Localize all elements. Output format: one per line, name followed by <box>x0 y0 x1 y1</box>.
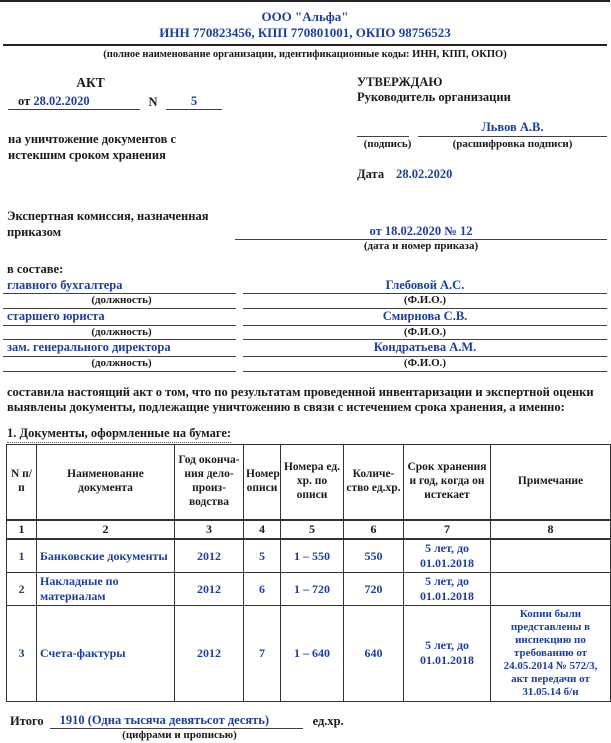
org-caption: (полное наименование организации, идентификационные коды: ИНН, КПП, ОКПО) <box>103 48 507 60</box>
act-number-value: 5 <box>166 94 222 111</box>
col-number: 1 <box>7 520 37 539</box>
act-from-label: от <box>18 93 31 108</box>
row-num: 3 <box>7 606 37 702</box>
member-caption-row <box>3 326 607 341</box>
member-gap <box>236 326 243 341</box>
staff-label: в составе: <box>7 261 64 276</box>
approver-name: Львов А.В. <box>418 120 607 137</box>
member-name: Смирнова С.В. <box>243 309 607 326</box>
fio-caption: (Ф.И.О.) <box>243 357 607 372</box>
total-caption: (цифрами и прописью) <box>122 729 237 742</box>
order-value: от 18.02.2020 № 12 <box>235 224 607 241</box>
total-label: Итого <box>10 713 44 728</box>
order-caption: (дата и номер приказа) <box>363 240 479 253</box>
doc-inventory-no: 6 <box>244 573 281 606</box>
signature-caption: (подпись) <box>363 137 412 150</box>
position-caption: (должность) <box>3 294 236 309</box>
member-value-row <box>3 309 607 326</box>
act-num-label: N <box>148 94 158 109</box>
doc-inventory-no: 7 <box>244 606 281 702</box>
col-number: 3 <box>175 520 244 539</box>
col-header-num: N п/п <box>7 444 37 520</box>
col-header-quantity: Количе-ство ед.хр. <box>344 444 404 520</box>
member-name: Кондратьева А.М. <box>243 340 607 357</box>
member-position: главного бухгалтера <box>3 278 236 295</box>
total-unit: ед.хр. <box>312 713 344 728</box>
fio-caption: (Ф.И.О.) <box>243 294 607 309</box>
approve-block <box>357 75 607 183</box>
act-date-line <box>8 94 140 111</box>
member-position: старшего юриста <box>3 309 236 326</box>
approve-captions-row <box>357 138 607 152</box>
commission-member <box>3 278 607 309</box>
statement-line2: выявлены документы, подлежащие уничтожению в связи с истечением срока хранения, а именно: <box>7 400 565 415</box>
row-num: 2 <box>7 573 37 606</box>
total-value: 1910 (Одна тысяча девятьсот десять) <box>50 713 303 730</box>
doc-term: 5 лет, до 01.01.2018 <box>404 573 491 606</box>
statement-line1: составила настоящий акт о том, что по результатам проведенной инвентаризации и экспертной оценки <box>7 384 594 399</box>
col-header-inventory: Номер описи <box>244 444 281 520</box>
doc-name: Счета-фактуры <box>37 606 175 702</box>
act-subject-line1: на уничтожение документов с <box>8 132 177 147</box>
col-number: 4 <box>244 520 281 539</box>
approve-date-row <box>357 167 607 183</box>
doc-name: Накладные по материалам <box>37 573 175 606</box>
signature-line <box>357 120 409 137</box>
doc-quantity: 720 <box>344 573 404 606</box>
member-value-row <box>3 340 607 357</box>
act-block <box>3 75 243 183</box>
table-row <box>7 573 611 606</box>
col-number: 8 <box>491 520 611 539</box>
org-codes: ИНН 770823456, КПП 770801001, ОКПО 98756523 <box>159 25 451 41</box>
doc-quantity: 640 <box>344 606 404 702</box>
table-header-row <box>7 444 611 520</box>
member-value-row <box>3 278 607 295</box>
doc-term: 5 лет, до 01.01.2018 <box>404 606 491 702</box>
member-name: Глебовой А.С. <box>243 278 607 295</box>
col-number: 7 <box>404 520 491 539</box>
member-gap <box>236 278 243 295</box>
doc-year: 2012 <box>175 573 244 606</box>
doc-inventory-no: 5 <box>244 539 281 573</box>
doc-year: 2012 <box>175 606 244 702</box>
doc-note <box>491 573 611 606</box>
total-line <box>3 713 607 730</box>
member-gap <box>236 294 243 309</box>
col-number: 5 <box>281 520 344 539</box>
act-date-value: 28.02.2020 <box>33 93 90 108</box>
col-header-unit-numbers: Номера ед. хр. по описи <box>281 444 344 520</box>
member-position: зам. генерального директора <box>3 340 236 357</box>
member-caption-row <box>3 294 607 309</box>
doc-name: Банковские документы <box>37 539 175 573</box>
section1-title: 1. Документы, оформленные на бумаге: <box>7 426 231 443</box>
doc-note: Копии были представлены в инспекцию по требованию от 24.05.2014 № 572/3, акт передачи от 31.05.14 б/н <box>491 606 611 702</box>
col-header-name: Наименование документа <box>37 444 175 520</box>
row-num: 1 <box>7 539 37 573</box>
statement-paragraph <box>3 385 607 416</box>
approve-role: Руководитель организации <box>357 90 511 105</box>
commission-member <box>3 309 607 340</box>
member-gap <box>236 357 243 372</box>
table-row <box>7 606 611 702</box>
commission-order-line <box>3 209 607 240</box>
header-rule <box>3 44 607 46</box>
member-gap <box>236 340 243 357</box>
org-name: ООО "Альфа" <box>261 9 349 24</box>
doc-unit-numbers: 1 – 550 <box>281 539 344 573</box>
col-header-note: Примечание <box>491 444 611 520</box>
col-number: 6 <box>344 520 404 539</box>
commission-member <box>3 340 607 371</box>
position-caption: (должность) <box>3 357 236 372</box>
doc-quantity: 550 <box>344 539 404 573</box>
title-approve-block <box>3 75 607 183</box>
doc-year: 2012 <box>175 539 244 573</box>
name-caption: (расшифровка подписи) <box>452 137 573 150</box>
commission-intro: Экспертная комиссия, назначенная приказом <box>7 208 209 239</box>
col-header-year: Год оконча-ния дело-произ-водства <box>175 444 244 520</box>
doc-unit-numbers: 1 – 720 <box>281 573 344 606</box>
act-subject-line2: истекшим сроком хранения <box>8 147 166 162</box>
member-gap <box>236 309 243 326</box>
approve-signature-row <box>357 120 607 137</box>
approve-date-label: Дата <box>357 167 385 182</box>
col-header-term: Срок хранения и год, когда он истекает <box>404 444 491 520</box>
doc-unit-numbers: 1 – 640 <box>281 606 344 702</box>
col-number: 2 <box>37 520 175 539</box>
act-number-line <box>8 94 223 111</box>
member-caption-row <box>3 357 607 372</box>
fio-caption: (Ф.И.О.) <box>243 326 607 341</box>
column-numbers-row <box>7 520 611 539</box>
approve-title: УТВЕРЖДАЮ <box>357 74 443 89</box>
documents-table <box>6 444 611 702</box>
position-caption: (должность) <box>3 326 236 341</box>
act-subject <box>8 132 243 163</box>
approve-date-value: 28.02.2020 <box>396 167 453 182</box>
act-title: АКТ <box>76 74 105 90</box>
table-row <box>7 539 611 573</box>
doc-note <box>491 539 611 573</box>
doc-term: 5 лет, до 01.01.2018 <box>404 539 491 573</box>
